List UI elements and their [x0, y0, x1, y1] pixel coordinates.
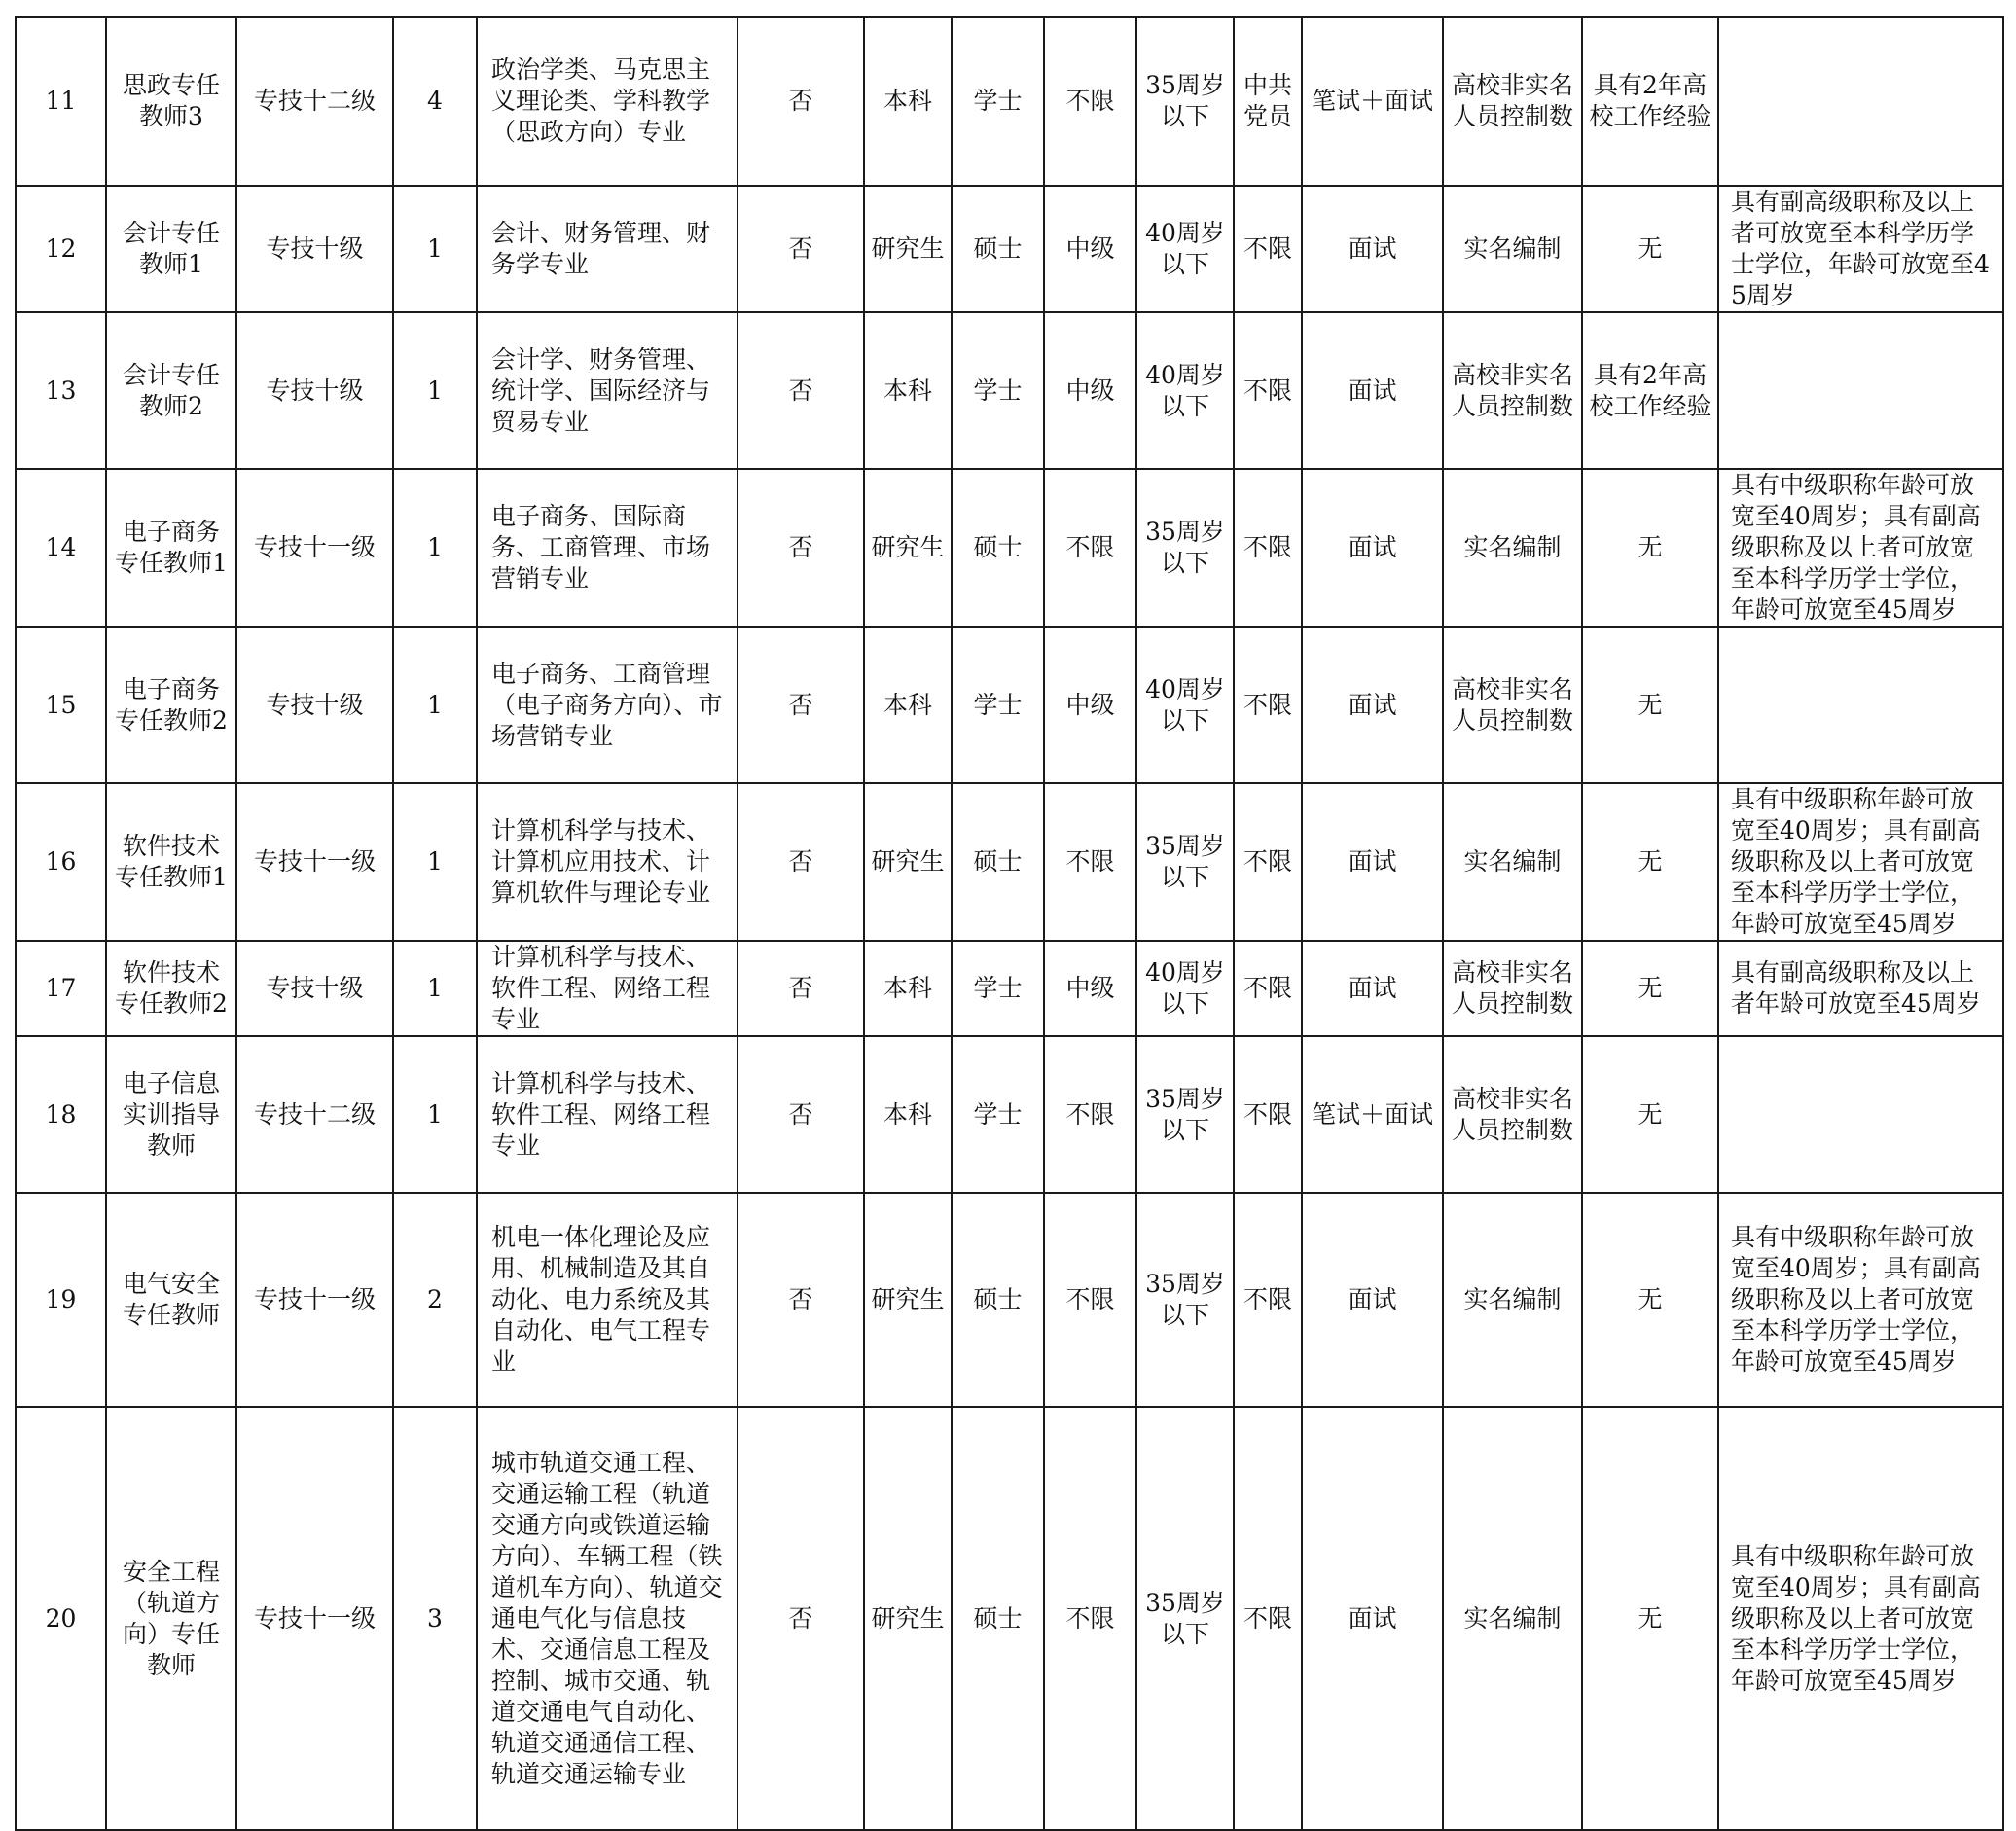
work-experience-cell: 无 — [1582, 469, 1718, 627]
hire-count-cell: 2 — [393, 1193, 477, 1407]
education-cell: 研究生 — [864, 783, 952, 941]
exam-method-cell: 面试 — [1302, 783, 1443, 941]
political-status-cell: 不限 — [1234, 783, 1302, 941]
major-requirement-cell: 会计、财务管理、财务学专业 — [477, 186, 738, 312]
political-status-cell: 不限 — [1234, 1036, 1302, 1193]
remarks-cell: 具有中级职称年龄可放宽至40周岁；具有副高级职称及以上者可放宽至本科学历学士学位，年龄可放宽至45周岁 — [1718, 1193, 2003, 1407]
education-cell: 本科 — [864, 17, 952, 186]
row-number-cell: 18 — [16, 1036, 106, 1193]
education-cell: 研究生 — [864, 186, 952, 312]
exam-method-cell: 面试 — [1302, 627, 1443, 783]
fresh-graduate-cell: 否 — [738, 627, 864, 783]
degree-cell: 学士 — [952, 1036, 1044, 1193]
exam-method-cell: 面试 — [1302, 941, 1443, 1036]
age-limit-cell: 35周岁以下 — [1136, 469, 1234, 627]
education-cell: 本科 — [864, 312, 952, 469]
hire-count-cell: 1 — [393, 941, 477, 1036]
table-row — [16, 783, 2003, 941]
work-experience-cell: 无 — [1582, 783, 1718, 941]
row-number-cell: 17 — [16, 941, 106, 1036]
professional-title-cell: 不限 — [1044, 1036, 1136, 1193]
major-requirement-cell: 政治学类、马克思主义理论类、学科教学（思政方向）专业 — [477, 17, 738, 186]
degree-cell: 学士 — [952, 17, 1044, 186]
major-requirement-cell: 计算机科学与技术、软件工程、网络工程专业 — [477, 1036, 738, 1193]
fresh-graduate-cell: 否 — [738, 941, 864, 1036]
remarks-cell — [1718, 312, 2003, 469]
row-number-cell: 15 — [16, 627, 106, 783]
exam-method-cell: 笔试＋面试 — [1302, 1036, 1443, 1193]
fresh-graduate-cell: 否 — [738, 469, 864, 627]
staffing-type-cell: 高校非实名人员控制数 — [1443, 312, 1582, 469]
post-name-cell: 电子商务专任教师2 — [106, 627, 236, 783]
political-status-cell: 不限 — [1234, 469, 1302, 627]
remarks-cell — [1718, 1036, 2003, 1193]
table-row — [16, 312, 2003, 469]
staffing-type-cell: 高校非实名人员控制数 — [1443, 941, 1582, 1036]
staffing-type-cell: 实名编制 — [1443, 1193, 1582, 1407]
table-row — [16, 17, 2003, 186]
age-limit-cell: 35周岁以下 — [1136, 1193, 1234, 1407]
age-limit-cell: 40周岁以下 — [1136, 186, 1234, 312]
hire-count-cell: 3 — [393, 1407, 477, 1830]
post-name-cell: 软件技术专任教师2 — [106, 941, 236, 1036]
exam-method-cell: 笔试＋面试 — [1302, 17, 1443, 186]
professional-title-cell: 中级 — [1044, 627, 1136, 783]
age-limit-cell: 40周岁以下 — [1136, 941, 1234, 1036]
post-name-cell: 软件技术专任教师1 — [106, 783, 236, 941]
education-cell: 本科 — [864, 627, 952, 783]
professional-title-cell: 不限 — [1044, 17, 1136, 186]
major-requirement-cell: 机电一体化理论及应用、机械制造及其自动化、电力系统及其自动化、电气工程专业 — [477, 1193, 738, 1407]
fresh-graduate-cell: 否 — [738, 1407, 864, 1830]
row-number-cell: 19 — [16, 1193, 106, 1407]
post-name-cell: 会计专任教师1 — [106, 186, 236, 312]
exam-method-cell: 面试 — [1302, 186, 1443, 312]
work-experience-cell: 无 — [1582, 627, 1718, 783]
post-level-cell: 专技十二级 — [236, 17, 393, 186]
degree-cell: 硕士 — [952, 186, 1044, 312]
exam-method-cell: 面试 — [1302, 1193, 1443, 1407]
professional-title-cell: 不限 — [1044, 1407, 1136, 1830]
staffing-type-cell: 实名编制 — [1443, 469, 1582, 627]
degree-cell: 学士 — [952, 627, 1044, 783]
remarks-cell: 具有中级职称年龄可放宽至40周岁；具有副高级职称及以上者可放宽至本科学历学士学位，年龄可放宽至45周岁 — [1718, 1407, 2003, 1830]
row-number-cell: 13 — [16, 312, 106, 469]
hire-count-cell: 4 — [393, 17, 477, 186]
major-requirement-cell: 计算机科学与技术、计算机应用技术、计算机软件与理论专业 — [477, 783, 738, 941]
post-level-cell: 专技十一级 — [236, 783, 393, 941]
fresh-graduate-cell: 否 — [738, 186, 864, 312]
post-name-cell: 安全工程（轨道方向）专任教师 — [106, 1407, 236, 1830]
age-limit-cell: 35周岁以下 — [1136, 1036, 1234, 1193]
table-row — [16, 1036, 2003, 1193]
row-number-cell: 16 — [16, 783, 106, 941]
work-experience-cell: 无 — [1582, 1193, 1718, 1407]
education-cell: 研究生 — [864, 469, 952, 627]
table-row — [16, 469, 2003, 627]
post-name-cell: 电子信息实训指导教师 — [106, 1036, 236, 1193]
age-limit-cell: 40周岁以下 — [1136, 627, 1234, 783]
staffing-type-cell: 高校非实名人员控制数 — [1443, 627, 1582, 783]
education-cell: 本科 — [864, 1036, 952, 1193]
political-status-cell: 中共党员 — [1234, 17, 1302, 186]
fresh-graduate-cell: 否 — [738, 1036, 864, 1193]
post-level-cell: 专技十级 — [236, 312, 393, 469]
professional-title-cell: 中级 — [1044, 941, 1136, 1036]
work-experience-cell: 无 — [1582, 1036, 1718, 1193]
major-requirement-cell: 电子商务、工商管理（电子商务方向）、市场营销专业 — [477, 627, 738, 783]
post-name-cell: 电子商务专任教师1 — [106, 469, 236, 627]
table-row — [16, 941, 2003, 1036]
remarks-cell: 具有副高级职称及以上者年龄可放宽至45周岁 — [1718, 941, 2003, 1036]
degree-cell: 硕士 — [952, 783, 1044, 941]
post-level-cell: 专技十一级 — [236, 1407, 393, 1830]
political-status-cell: 不限 — [1234, 1193, 1302, 1407]
political-status-cell: 不限 — [1234, 627, 1302, 783]
hire-count-cell: 1 — [393, 469, 477, 627]
work-experience-cell: 具有2年高校工作经验 — [1582, 17, 1718, 186]
political-status-cell: 不限 — [1234, 1407, 1302, 1830]
staffing-type-cell: 实名编制 — [1443, 783, 1582, 941]
exam-method-cell: 面试 — [1302, 312, 1443, 469]
exam-method-cell: 面试 — [1302, 469, 1443, 627]
political-status-cell: 不限 — [1234, 186, 1302, 312]
post-level-cell: 专技十级 — [236, 627, 393, 783]
work-experience-cell: 具有2年高校工作经验 — [1582, 312, 1718, 469]
degree-cell: 硕士 — [952, 1193, 1044, 1407]
political-status-cell: 不限 — [1234, 312, 1302, 469]
work-experience-cell: 无 — [1582, 1407, 1718, 1830]
degree-cell: 学士 — [952, 941, 1044, 1036]
staffing-type-cell: 实名编制 — [1443, 1407, 1582, 1830]
post-name-cell: 电气安全专任教师 — [106, 1193, 236, 1407]
political-status-cell: 不限 — [1234, 941, 1302, 1036]
post-level-cell: 专技十二级 — [236, 1036, 393, 1193]
professional-title-cell: 不限 — [1044, 1193, 1136, 1407]
table-row — [16, 1193, 2003, 1407]
hire-count-cell: 1 — [393, 186, 477, 312]
fresh-graduate-cell: 否 — [738, 312, 864, 469]
post-level-cell: 专技十级 — [236, 186, 393, 312]
work-experience-cell: 无 — [1582, 941, 1718, 1036]
recruitment-sheet — [15, 16, 2004, 1831]
row-number-cell: 14 — [16, 469, 106, 627]
hire-count-cell: 1 — [393, 312, 477, 469]
hire-count-cell: 1 — [393, 1036, 477, 1193]
professional-title-cell: 中级 — [1044, 186, 1136, 312]
staffing-type-cell: 高校非实名人员控制数 — [1443, 1036, 1582, 1193]
professional-title-cell: 不限 — [1044, 783, 1136, 941]
degree-cell: 学士 — [952, 312, 1044, 469]
degree-cell: 硕士 — [952, 469, 1044, 627]
education-cell: 本科 — [864, 941, 952, 1036]
row-number-cell: 11 — [16, 17, 106, 186]
degree-cell: 硕士 — [952, 1407, 1044, 1830]
post-level-cell: 专技十一级 — [236, 469, 393, 627]
major-requirement-cell: 计算机科学与技术、软件工程、网络工程专业 — [477, 941, 738, 1036]
education-cell: 研究生 — [864, 1193, 952, 1407]
row-number-cell: 20 — [16, 1407, 106, 1830]
staffing-type-cell: 高校非实名人员控制数 — [1443, 17, 1582, 186]
post-level-cell: 专技十级 — [236, 941, 393, 1036]
fresh-graduate-cell: 否 — [738, 17, 864, 186]
professional-title-cell: 不限 — [1044, 469, 1136, 627]
professional-title-cell: 中级 — [1044, 312, 1136, 469]
major-requirement-cell: 会计学、财务管理、统计学、国际经济与贸易专业 — [477, 312, 738, 469]
fresh-graduate-cell: 否 — [738, 783, 864, 941]
major-requirement-cell: 电子商务、国际商务、工商管理、市场营销专业 — [477, 469, 738, 627]
age-limit-cell: 35周岁以下 — [1136, 17, 1234, 186]
row-number-cell: 12 — [16, 186, 106, 312]
age-limit-cell: 40周岁以下 — [1136, 312, 1234, 469]
remarks-cell — [1718, 17, 2003, 186]
education-cell: 研究生 — [864, 1407, 952, 1830]
remarks-cell — [1718, 627, 2003, 783]
hire-count-cell: 1 — [393, 627, 477, 783]
post-name-cell: 思政专任教师3 — [106, 17, 236, 186]
staffing-type-cell: 实名编制 — [1443, 186, 1582, 312]
work-experience-cell: 无 — [1582, 186, 1718, 312]
post-name-cell: 会计专任教师2 — [106, 312, 236, 469]
table-row — [16, 627, 2003, 783]
hire-count-cell: 1 — [393, 783, 477, 941]
table-row — [16, 186, 2003, 312]
remarks-cell: 具有中级职称年龄可放宽至40周岁；具有副高级职称及以上者可放宽至本科学历学士学位，年龄可放宽至45周岁 — [1718, 783, 2003, 941]
post-level-cell: 专技十一级 — [236, 1193, 393, 1407]
table-body — [16, 17, 2003, 1830]
age-limit-cell: 35周岁以下 — [1136, 783, 1234, 941]
table-row — [16, 1407, 2003, 1830]
fresh-graduate-cell: 否 — [738, 1193, 864, 1407]
remarks-cell: 具有副高级职称及以上者可放宽至本科学历学士学位，年龄可放宽至45周岁 — [1718, 186, 2003, 312]
remarks-cell: 具有中级职称年龄可放宽至40周岁；具有副高级职称及以上者可放宽至本科学历学士学位，年龄可放宽至45周岁 — [1718, 469, 2003, 627]
exam-method-cell: 面试 — [1302, 1407, 1443, 1830]
age-limit-cell: 35周岁以下 — [1136, 1407, 1234, 1830]
major-requirement-cell: 城市轨道交通工程、交通运输工程（轨道交通方向或铁道运输方向）、车辆工程（铁道机车方向）、轨道交通电气化与信息技术、交通信息工程及控制、城市交通、轨道交通电气自动化、轨道交通通信工程、轨道交通运输专业 — [477, 1407, 738, 1830]
recruitment-table — [15, 16, 2004, 1831]
